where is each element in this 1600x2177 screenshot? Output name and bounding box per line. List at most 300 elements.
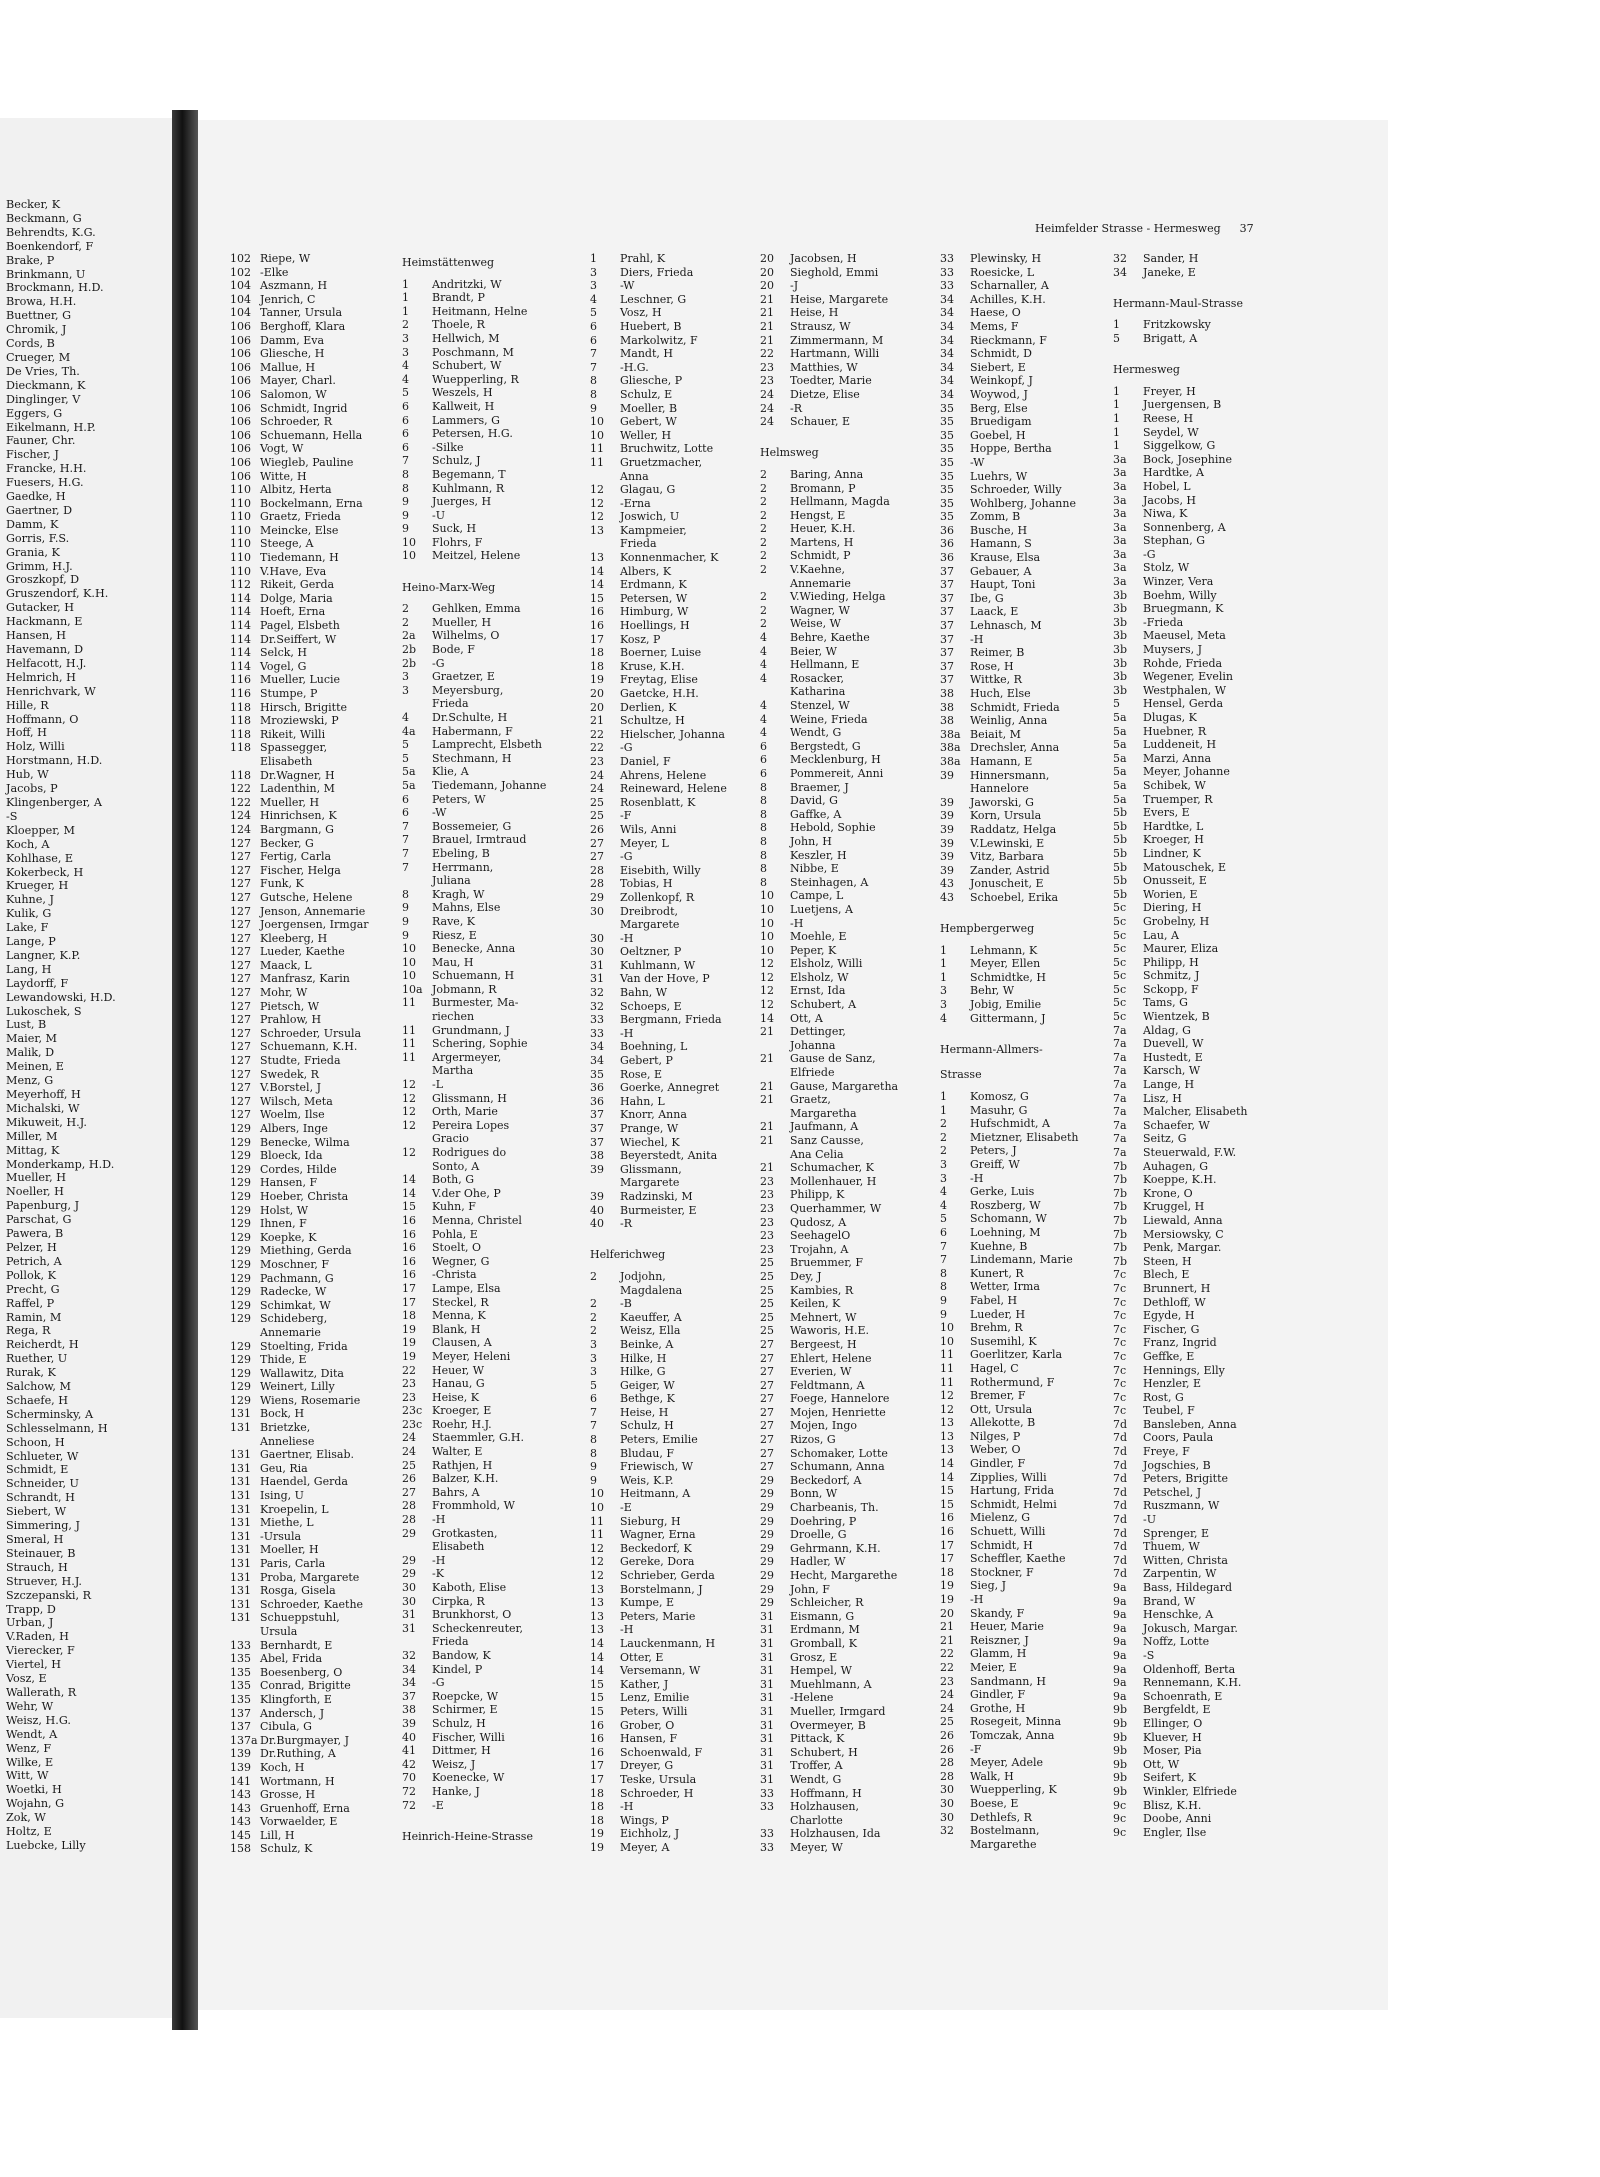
house-number: 6 xyxy=(402,440,409,454)
resident-entry xyxy=(402,1404,546,1418)
resident-name: Andritzki, W xyxy=(432,277,502,291)
house-number: 24 xyxy=(590,768,604,782)
house-number: 131 xyxy=(230,1611,251,1625)
house-number: 9a xyxy=(1113,1594,1127,1608)
resident-name: Begemann, T xyxy=(432,467,506,481)
resident-entry xyxy=(590,347,727,361)
house-number: 42 xyxy=(402,1757,416,1771)
prev-page-entry: Schrandt, H xyxy=(6,1491,75,1505)
resident-name: Maack, L xyxy=(260,958,312,972)
resident-entry xyxy=(402,874,546,888)
house-number: 7a xyxy=(1113,1105,1127,1119)
resident-name: Schaefer, W xyxy=(1143,1118,1210,1132)
resident-name: -H xyxy=(620,1800,634,1814)
resident-name: Radecke, W xyxy=(260,1285,327,1299)
house-number: 34 xyxy=(940,333,954,347)
resident-name: Bludau, F xyxy=(620,1446,674,1460)
resident-entry xyxy=(940,1012,1078,1026)
resident-name: Siggelkow, G xyxy=(1143,439,1216,453)
prev-page-entry: Kulik, G xyxy=(6,907,52,921)
resident-entry xyxy=(590,1637,727,1651)
resident-entry xyxy=(760,1664,898,1678)
house-number: 25 xyxy=(760,1269,774,1283)
house-number: 21 xyxy=(760,1052,774,1066)
resident-entry xyxy=(590,1352,727,1366)
house-number: 23 xyxy=(760,1242,774,1256)
resident-name: Bernhardt, E xyxy=(260,1638,333,1652)
resident-name: Kunert, R xyxy=(970,1266,1024,1280)
resident-name: -R xyxy=(620,1217,632,1231)
prev-page-entry: Grania, K xyxy=(6,545,60,559)
house-number: 40 xyxy=(590,1217,604,1231)
resident-entry xyxy=(760,1759,898,1773)
house-number: 2 xyxy=(590,1297,597,1311)
house-number: 3a xyxy=(1113,493,1127,507)
resident-entry xyxy=(1113,697,1247,711)
resident-name: Rieckmann, F xyxy=(970,333,1047,347)
resident-entry xyxy=(760,604,898,618)
house-number: 2 xyxy=(760,549,767,563)
resident-name: Charlotte xyxy=(790,1813,843,1827)
resident-entry xyxy=(1113,426,1247,440)
resident-entry xyxy=(230,823,369,837)
house-number: 7c xyxy=(1113,1309,1127,1323)
house-number: 30 xyxy=(402,1594,416,1608)
resident-name: Huch, Else xyxy=(970,687,1031,700)
resident-name: Ernst, Ida xyxy=(790,984,846,998)
resident-name: Riepe, W xyxy=(260,252,311,265)
resident-entry xyxy=(402,888,546,902)
resident-entry xyxy=(590,1081,727,1095)
resident-entry xyxy=(760,713,898,727)
house-number: 131 xyxy=(230,1597,251,1611)
prev-page-entry: Zok, W xyxy=(6,1811,46,1825)
house-number: 34 xyxy=(940,347,954,361)
resident-entry xyxy=(402,1663,546,1677)
resident-entry xyxy=(760,266,898,280)
resident-name: Koenecke, W xyxy=(432,1771,505,1785)
resident-name: Meitzel, Helene xyxy=(432,549,521,563)
resident-entry xyxy=(1113,806,1247,820)
prev-page-entry: Schoon, H xyxy=(6,1435,65,1449)
house-number: 6 xyxy=(760,753,767,767)
house-number: 8 xyxy=(940,1266,947,1280)
house-number: 129 xyxy=(230,1380,251,1394)
house-number: 5 xyxy=(590,306,597,320)
house-number: 7d xyxy=(1113,1540,1128,1554)
resident-entry xyxy=(590,510,727,524)
resident-name: Weisz, J xyxy=(432,1757,476,1771)
spacer xyxy=(940,905,1078,919)
house-number: 25 xyxy=(590,795,604,809)
resident-entry xyxy=(940,1090,1078,1104)
resident-name: Bock, Josephine xyxy=(1143,452,1232,466)
resident-name: Kuhlmann, W xyxy=(620,958,696,972)
prev-page-entry: Gruszendorf, K.H. xyxy=(6,587,109,601)
resident-entry xyxy=(940,755,1078,769)
resident-entry xyxy=(590,1447,727,1461)
resident-name: Juergensen, B xyxy=(1143,398,1222,412)
resident-name: Grothe, H xyxy=(970,1701,1026,1715)
resident-name: Geffke, E xyxy=(1143,1349,1195,1363)
resident-name: Krone, O xyxy=(1143,1186,1193,1200)
house-number: 72 xyxy=(402,1784,416,1798)
resident-entry xyxy=(590,1664,727,1678)
resident-entry xyxy=(230,524,369,538)
house-number: 28 xyxy=(590,877,604,891)
house-number: 31 xyxy=(760,1609,774,1623)
resident-entry xyxy=(760,1270,898,1284)
house-number: 11 xyxy=(402,1023,416,1037)
resident-name: Weine, Frieda xyxy=(790,712,868,726)
resident-entry xyxy=(940,1498,1078,1512)
resident-name: Schmidt, Ingrid xyxy=(260,401,348,415)
resident-name: Lisz, H xyxy=(1143,1091,1182,1105)
resident-entry xyxy=(1113,1187,1247,1201)
resident-name: Pohla, E xyxy=(432,1227,478,1241)
resident-entry xyxy=(940,1131,1078,1145)
resident-entry xyxy=(402,1200,546,1214)
resident-name: Eismann, G xyxy=(790,1609,855,1623)
resident-name: Versemann, W xyxy=(620,1664,701,1678)
resident-entry xyxy=(590,1542,727,1556)
resident-name: Johanna xyxy=(790,1038,836,1052)
prev-page-entry: Brockmann, H.D. xyxy=(6,281,104,295)
house-number: 8 xyxy=(402,467,409,481)
house-number: 38a xyxy=(940,727,961,741)
resident-entry xyxy=(590,1176,727,1190)
resident-entry xyxy=(402,629,546,643)
house-number: 32 xyxy=(590,986,604,1000)
resident-name: -L xyxy=(432,1078,444,1092)
house-number: 29 xyxy=(402,1567,416,1581)
resident-entry xyxy=(940,957,1078,971)
resident-entry xyxy=(590,986,727,1000)
prev-page-entry: Ramin, M xyxy=(6,1310,62,1324)
resident-entry xyxy=(760,767,898,781)
prev-page-entry: Woetki, H xyxy=(6,1783,62,1797)
prev-page-entry: Fuesers, H.G. xyxy=(6,476,84,490)
resident-entry xyxy=(760,1365,898,1379)
house-number: 8 xyxy=(760,794,767,808)
resident-entry xyxy=(940,402,1078,416)
house-number: 8 xyxy=(760,862,767,876)
resident-entry xyxy=(230,1625,369,1639)
resident-name: Bostelmann, xyxy=(970,1824,1040,1838)
resident-entry xyxy=(590,1759,727,1773)
house-number: 4 xyxy=(760,712,767,726)
house-number: 129 xyxy=(230,1149,251,1163)
house-number: 11 xyxy=(940,1348,954,1362)
resident-name: Hagel, C xyxy=(970,1361,1019,1375)
resident-entry xyxy=(402,427,546,441)
house-number: 3a xyxy=(1113,534,1127,548)
resident-name: Ott, Ursula xyxy=(970,1402,1033,1416)
house-number: 5 xyxy=(590,1378,597,1392)
house-number: 3b xyxy=(1113,670,1128,684)
resident-entry xyxy=(230,1244,369,1258)
house-number: 131 xyxy=(230,1461,251,1475)
resident-name: -G xyxy=(432,1676,445,1690)
resident-entry xyxy=(1113,684,1247,698)
house-number: 110 xyxy=(230,551,251,565)
resident-name: -G xyxy=(432,656,445,670)
resident-entry xyxy=(940,1675,1078,1689)
house-number: 37 xyxy=(940,591,954,605)
resident-name: -H xyxy=(432,1513,446,1527)
resident-entry xyxy=(590,945,727,959)
resident-name: Gittermann, J xyxy=(970,1011,1046,1025)
resident-entry xyxy=(230,402,369,416)
resident-name: Jobmann, R xyxy=(432,982,497,996)
resident-entry xyxy=(760,645,898,659)
resident-name: John, F xyxy=(790,1582,830,1596)
resident-name: Schroeder, Willy xyxy=(970,483,1062,497)
resident-name: Koepke, K xyxy=(260,1230,317,1244)
resident-entry xyxy=(590,1040,727,1054)
resident-name: Hinnersmann, xyxy=(970,768,1050,782)
resident-entry xyxy=(402,1214,546,1228)
house-number: 7 xyxy=(402,454,409,468)
house-number: 21 xyxy=(760,306,774,320)
resident-entry xyxy=(940,456,1078,470)
resident-name: Foege, Hannelore xyxy=(790,1392,890,1406)
house-number: 30 xyxy=(590,931,604,945)
resident-name: Jacobs, H xyxy=(1143,493,1197,507)
house-number: 12 xyxy=(760,998,774,1012)
house-number: 114 xyxy=(230,632,251,646)
house-number: 31 xyxy=(760,1636,774,1650)
resident-entry xyxy=(1113,1282,1247,1296)
house-number: 2b xyxy=(402,643,417,657)
house-number: 27 xyxy=(760,1378,774,1392)
resident-entry xyxy=(940,971,1078,985)
house-number: 2 xyxy=(402,318,409,332)
house-number: 31 xyxy=(760,1677,774,1691)
resident-name: Meyer, L xyxy=(620,836,669,850)
prev-page-entry: Pelzer, H xyxy=(6,1240,57,1254)
resident-name: Wallawitz, Dita xyxy=(260,1366,344,1380)
house-number: 137 xyxy=(230,1706,251,1720)
house-number: 114 xyxy=(230,591,251,605)
house-number: 5c xyxy=(1113,969,1127,983)
resident-name: Albers, K xyxy=(620,564,672,578)
house-number: 31 xyxy=(760,1772,774,1786)
resident-entry xyxy=(590,415,727,429)
resident-entry xyxy=(590,905,727,919)
resident-entry xyxy=(230,1815,369,1829)
resident-name: Schroeder, Kaethe xyxy=(260,1597,364,1611)
resident-name: Weise, W xyxy=(790,617,841,631)
resident-name: Rohde, Frieda xyxy=(1143,656,1223,670)
resident-entry xyxy=(760,781,898,795)
resident-name: Roepcke, W xyxy=(432,1689,499,1703)
house-number: 131 xyxy=(230,1475,251,1489)
resident-name: Sckopp, F xyxy=(1143,982,1199,996)
resident-entry xyxy=(402,1350,546,1364)
house-number: 20 xyxy=(590,700,604,714)
house-number: 21 xyxy=(760,292,774,306)
resident-name: Meyer, A xyxy=(620,1840,670,1854)
resident-entry xyxy=(940,998,1078,1012)
prev-page-entry: Wojahn, G xyxy=(6,1797,65,1811)
resident-entry xyxy=(402,346,546,360)
resident-name: Dr.Seiffert, W xyxy=(260,632,337,646)
resident-name: Kluever, H xyxy=(1143,1730,1202,1744)
prev-page-entry: Boenkendorf, F xyxy=(6,239,94,253)
house-number: 3 xyxy=(590,1337,597,1351)
resident-name: Glissmann, xyxy=(620,1162,682,1176)
resident-name: Steinhagen, A xyxy=(790,875,869,889)
house-number: 18 xyxy=(590,1786,604,1800)
resident-entry xyxy=(590,537,727,551)
resident-name: Hoeber, Christa xyxy=(260,1189,349,1203)
resident-name: Muysers, J xyxy=(1143,643,1203,657)
house-number: 118 xyxy=(230,700,251,714)
resident-entry xyxy=(230,796,369,810)
resident-entry xyxy=(590,402,727,416)
prev-page-entry: Cords, B xyxy=(6,337,55,351)
house-number: 13 xyxy=(590,551,604,565)
prev-page-entry: Maier, M xyxy=(6,1032,58,1046)
resident-name: -G xyxy=(620,741,633,755)
resident-name: Hoffmann, H xyxy=(790,1786,862,1800)
house-number: 30 xyxy=(590,945,604,959)
resident-name: Maurer, Eliza xyxy=(1143,942,1219,956)
resident-name: Hellmann, Magda xyxy=(790,495,890,509)
resident-name: Riesz, E xyxy=(432,928,477,942)
prev-page-entry: Groszkopf, D xyxy=(6,573,80,587)
resident-name: Glagau, G xyxy=(620,483,676,497)
resident-name: Walter, E xyxy=(432,1445,483,1459)
prev-page-entry: Koch, A xyxy=(6,837,50,851)
house-number: 18 xyxy=(590,1800,604,1814)
resident-name: Fischer, G xyxy=(1143,1322,1200,1336)
resident-name: Henzler, E xyxy=(1143,1377,1202,1391)
house-number: 7c xyxy=(1113,1404,1127,1418)
resident-name: Annemarie xyxy=(260,1325,321,1339)
resident-name: Mroziewski, P xyxy=(260,714,339,728)
resident-entry xyxy=(760,1501,898,1515)
resident-name: Bromann, P xyxy=(790,481,856,495)
resident-entry xyxy=(1113,738,1247,752)
resident-name: Juerges, H xyxy=(432,495,492,509)
house-number: 158 xyxy=(230,1842,251,1856)
resident-entry xyxy=(402,414,546,428)
prev-page-entry: Smeral, H xyxy=(6,1533,64,1546)
house-number: 5c xyxy=(1113,996,1127,1010)
house-number: 14 xyxy=(590,564,604,578)
house-number: 7d xyxy=(1113,1445,1128,1459)
house-number: 14 xyxy=(590,578,604,592)
resident-entry xyxy=(590,1054,727,1068)
resident-name: Cibula, G xyxy=(260,1720,312,1734)
house-number: 38a xyxy=(940,741,961,755)
resident-entry xyxy=(1113,996,1247,1010)
resident-entry xyxy=(760,1216,898,1230)
house-number: 36 xyxy=(590,1094,604,1108)
prev-page-entry: Witt, W xyxy=(6,1769,49,1783)
resident-entry xyxy=(402,1567,546,1581)
house-number: 127 xyxy=(230,863,251,877)
resident-name: Moschner, F xyxy=(260,1257,330,1271)
resident-name: Lueder, H xyxy=(970,1307,1026,1321)
house-number: 22 xyxy=(402,1363,416,1377)
resident-name: Frommhold, W xyxy=(432,1499,515,1513)
resident-name: Behre, Kaethe xyxy=(790,631,870,645)
house-number: 11 xyxy=(590,1514,604,1528)
house-number: 4 xyxy=(760,671,767,685)
house-number: 12 xyxy=(402,1118,416,1132)
resident-entry xyxy=(230,1163,369,1177)
house-number: 137a xyxy=(230,1733,258,1747)
resident-name: Poschmann, M xyxy=(432,345,514,359)
resident-entry xyxy=(590,442,727,456)
resident-name: Schoebel, Erika xyxy=(970,890,1059,904)
resident-name: Elfriede xyxy=(790,1066,835,1080)
resident-entry xyxy=(402,1622,546,1636)
resident-entry xyxy=(940,1267,1078,1281)
resident-entry xyxy=(590,605,727,619)
house-number: 12 xyxy=(760,957,774,971)
prev-page-entry: Eggers, G xyxy=(6,406,63,420)
house-number: 129 xyxy=(230,1271,251,1285)
house-number: 37 xyxy=(590,1108,604,1122)
resident-name: Tomczak, Anna xyxy=(970,1728,1055,1742)
house-number: 28 xyxy=(940,1769,954,1783)
resident-entry xyxy=(940,497,1078,511)
resident-entry xyxy=(760,1243,898,1257)
resident-entry xyxy=(940,1199,1078,1213)
resident-name: Stolz, W xyxy=(1143,561,1190,575)
resident-entry xyxy=(590,1406,727,1420)
prev-page-entry: Lust, B xyxy=(6,1018,47,1032)
resident-name: Jodjohn, xyxy=(620,1269,666,1283)
resident-entry xyxy=(402,1703,546,1717)
resident-name: Daniel, F xyxy=(620,754,671,768)
house-number: 27 xyxy=(590,850,604,864)
resident-name: Hilke, G xyxy=(620,1365,666,1379)
house-number: 9 xyxy=(402,901,409,915)
resident-entry xyxy=(402,1431,546,1445)
house-number: 27 xyxy=(760,1405,774,1419)
prev-page-entry: Wenz, F xyxy=(6,1741,52,1755)
house-number: 2 xyxy=(760,590,767,604)
house-number: 70 xyxy=(402,1771,416,1785)
house-number: 19 xyxy=(940,1593,954,1606)
resident-entry xyxy=(760,1623,898,1637)
resident-entry xyxy=(1113,847,1247,861)
resident-entry xyxy=(1113,1350,1247,1364)
house-number: 4 xyxy=(760,699,767,712)
resident-entry xyxy=(1113,1622,1247,1636)
resident-entry xyxy=(590,701,727,715)
resident-entry xyxy=(940,1511,1078,1525)
resident-name: Sander, H xyxy=(1143,252,1199,265)
street-heading: Hempbergerweg xyxy=(940,922,1035,936)
resident-entry xyxy=(402,454,546,468)
resident-entry xyxy=(402,291,546,305)
resident-entry xyxy=(402,1092,546,1106)
resident-entry xyxy=(402,616,546,630)
resident-name: Funk, K xyxy=(260,877,304,891)
resident-name: SeehagelO xyxy=(790,1229,851,1243)
resident-name: Peters, Willi xyxy=(620,1704,688,1718)
house-number: 5a xyxy=(1113,724,1127,738)
resident-entry xyxy=(590,1311,727,1325)
resident-entry xyxy=(940,1212,1078,1226)
resident-name: Qudosz, A xyxy=(790,1215,847,1229)
